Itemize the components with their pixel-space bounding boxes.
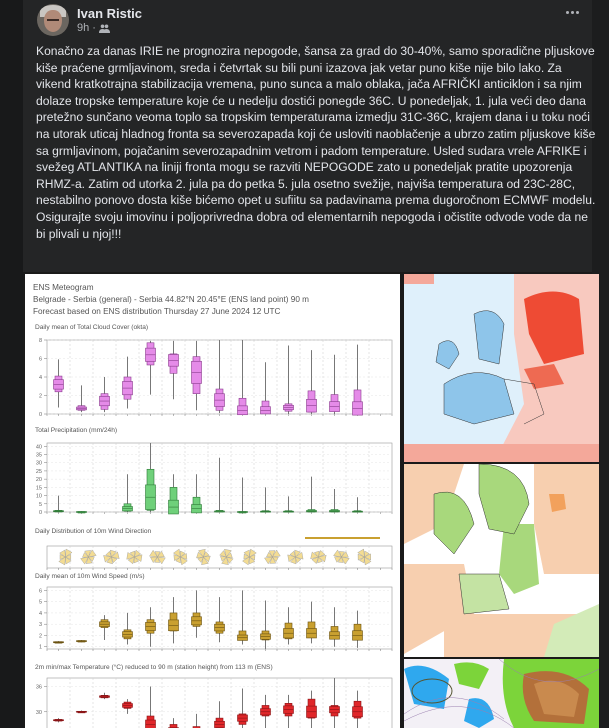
y-tick-label: 1 (38, 644, 42, 651)
wind-rose (334, 550, 350, 564)
temperature-anomaly-map[interactable] (404, 274, 599, 462)
precipitation-anomaly-map[interactable] (404, 464, 599, 657)
y-tick-label: 30 (35, 709, 42, 716)
cloud-cover-title: Daily mean of Total Cloud Cover (okta) (35, 324, 149, 331)
y-tick-label: 36 (35, 684, 42, 691)
wind-rose (264, 550, 280, 564)
y-tick-label: 2 (38, 633, 42, 640)
y-tick-label: 4 (38, 375, 42, 381)
y-tick-label: 6 (38, 356, 42, 363)
temperature-title: 2m min/max Temperature (°C) reduced to 90 m (station height) from 113 m (ENS) (35, 664, 273, 671)
forecast-maps (404, 274, 599, 728)
wind-legend-bar (305, 537, 380, 539)
y-tick-label: 10 (35, 493, 42, 500)
y-tick-label: 3 (38, 622, 42, 629)
more-options-icon[interactable] (566, 11, 579, 14)
wind-rose (81, 550, 97, 564)
wind-direction-title: Daily Distribution of 10m Wind Direction (35, 528, 152, 535)
box-core (146, 720, 156, 728)
wind-rose (104, 550, 120, 564)
precipitation-title: Total Precipitation (mm/24h) (35, 427, 118, 434)
y-tick-label: 4 (38, 610, 42, 617)
meteogram-forecast: Forecast based on ENS distribution Thursday 27 June 2024 12 UTC (33, 307, 281, 316)
wind-rose (173, 549, 187, 565)
author-avatar[interactable] (37, 4, 69, 36)
y-tick-label: 30 (35, 460, 42, 467)
author-name[interactable]: Ivan Ristic (77, 6, 143, 21)
wind-rose (149, 550, 165, 564)
y-tick-label: 0 (38, 412, 42, 418)
post-text: Konačno za danas IRIE ne prognozira nepogode, šansa za grad do 30-40%, samo sporadične pljuskove kiše praćene grmljavinom, sreda i četvrtak su bili puni izazova jak vetar puno kiše nije bilo lako. Za vikend kratkotrajna stabilizacija vremena, puno sunca a malo oblaka, jača AFRIČKI anticiklon i sa njim dolaze tropske temperature koje će u nedelju dostići ponegde 36C. U ponedeljak, 1. jula veći deo dana pretežno sunčano veoma toplo sa tropskim temperaturama izmedju 31C-36C, krajem dana i u toku noći na utorak uticaj hladnog fronta sa severozapada koji će usloviti naoblačenje a ubrzo zatim pljuskove kiše sa grmljavinom, pojačanim severozapadnim vetrom i padom temperature. Usled sudara vrele AFRIKE i svežeg ATLANTIKA na liniji fronta mogu se razviti NEPOGODE zato u ponedeljak pratite upozorenja RHMZ-a. Zatim od utorka 2. jula pa do petka 5. jula osetno svežije, najviša temperatura od 23C-28C, nestabilno ponovo dosta kiše bićemo opet u sufiitu sa padavinama prema dugoročnom ECMWF modelu. Osigurajte svoju imovinu i poljoprivredna dobra od elementarnih nepogoda i očistite odvode vode da ne bi plivali u njoj!!! (36, 44, 596, 241)
y-tick-label: 0 (38, 510, 42, 516)
y-tick-label: 15 (35, 485, 42, 492)
y-tick-label: 5 (38, 599, 42, 606)
cloud-cover-chart (25, 334, 400, 426)
y-tick-label: 5 (38, 501, 42, 508)
meteogram-location: Belgrade - Serbia (general) - Serbia 44.82°N 20.45°E (ENS land point) 90 m (33, 295, 309, 304)
y-tick-label: 40 (35, 444, 42, 451)
wind-direction-chart (25, 524, 400, 574)
y-tick-label: 8 (38, 338, 42, 344)
wind-speed-title: Daily mean of 10m Wind Speed (m/s) (35, 573, 145, 580)
wind-rose (127, 550, 142, 564)
meta-separator: · (92, 22, 96, 34)
y-tick-label: 25 (35, 468, 42, 475)
post-meta (77, 22, 110, 34)
y-tick-label: 20 (35, 477, 42, 484)
y-tick-label: 35 (35, 452, 42, 459)
precipitation-chart (25, 437, 400, 522)
synoptic-map[interactable] (404, 659, 599, 728)
wind-rose (196, 549, 210, 565)
meteogram-title: ENS Meteogram (33, 283, 94, 292)
friends-icon (99, 24, 110, 33)
y-tick-label: 2 (38, 393, 42, 400)
y-tick-label: 6 (38, 588, 42, 595)
ens-meteogram[interactable] (25, 274, 400, 728)
post-time[interactable]: 9h (77, 22, 90, 34)
temperature-chart (25, 674, 400, 728)
wind-rose (311, 550, 327, 563)
wind-rose (288, 550, 303, 564)
wind-speed-chart (25, 583, 400, 657)
